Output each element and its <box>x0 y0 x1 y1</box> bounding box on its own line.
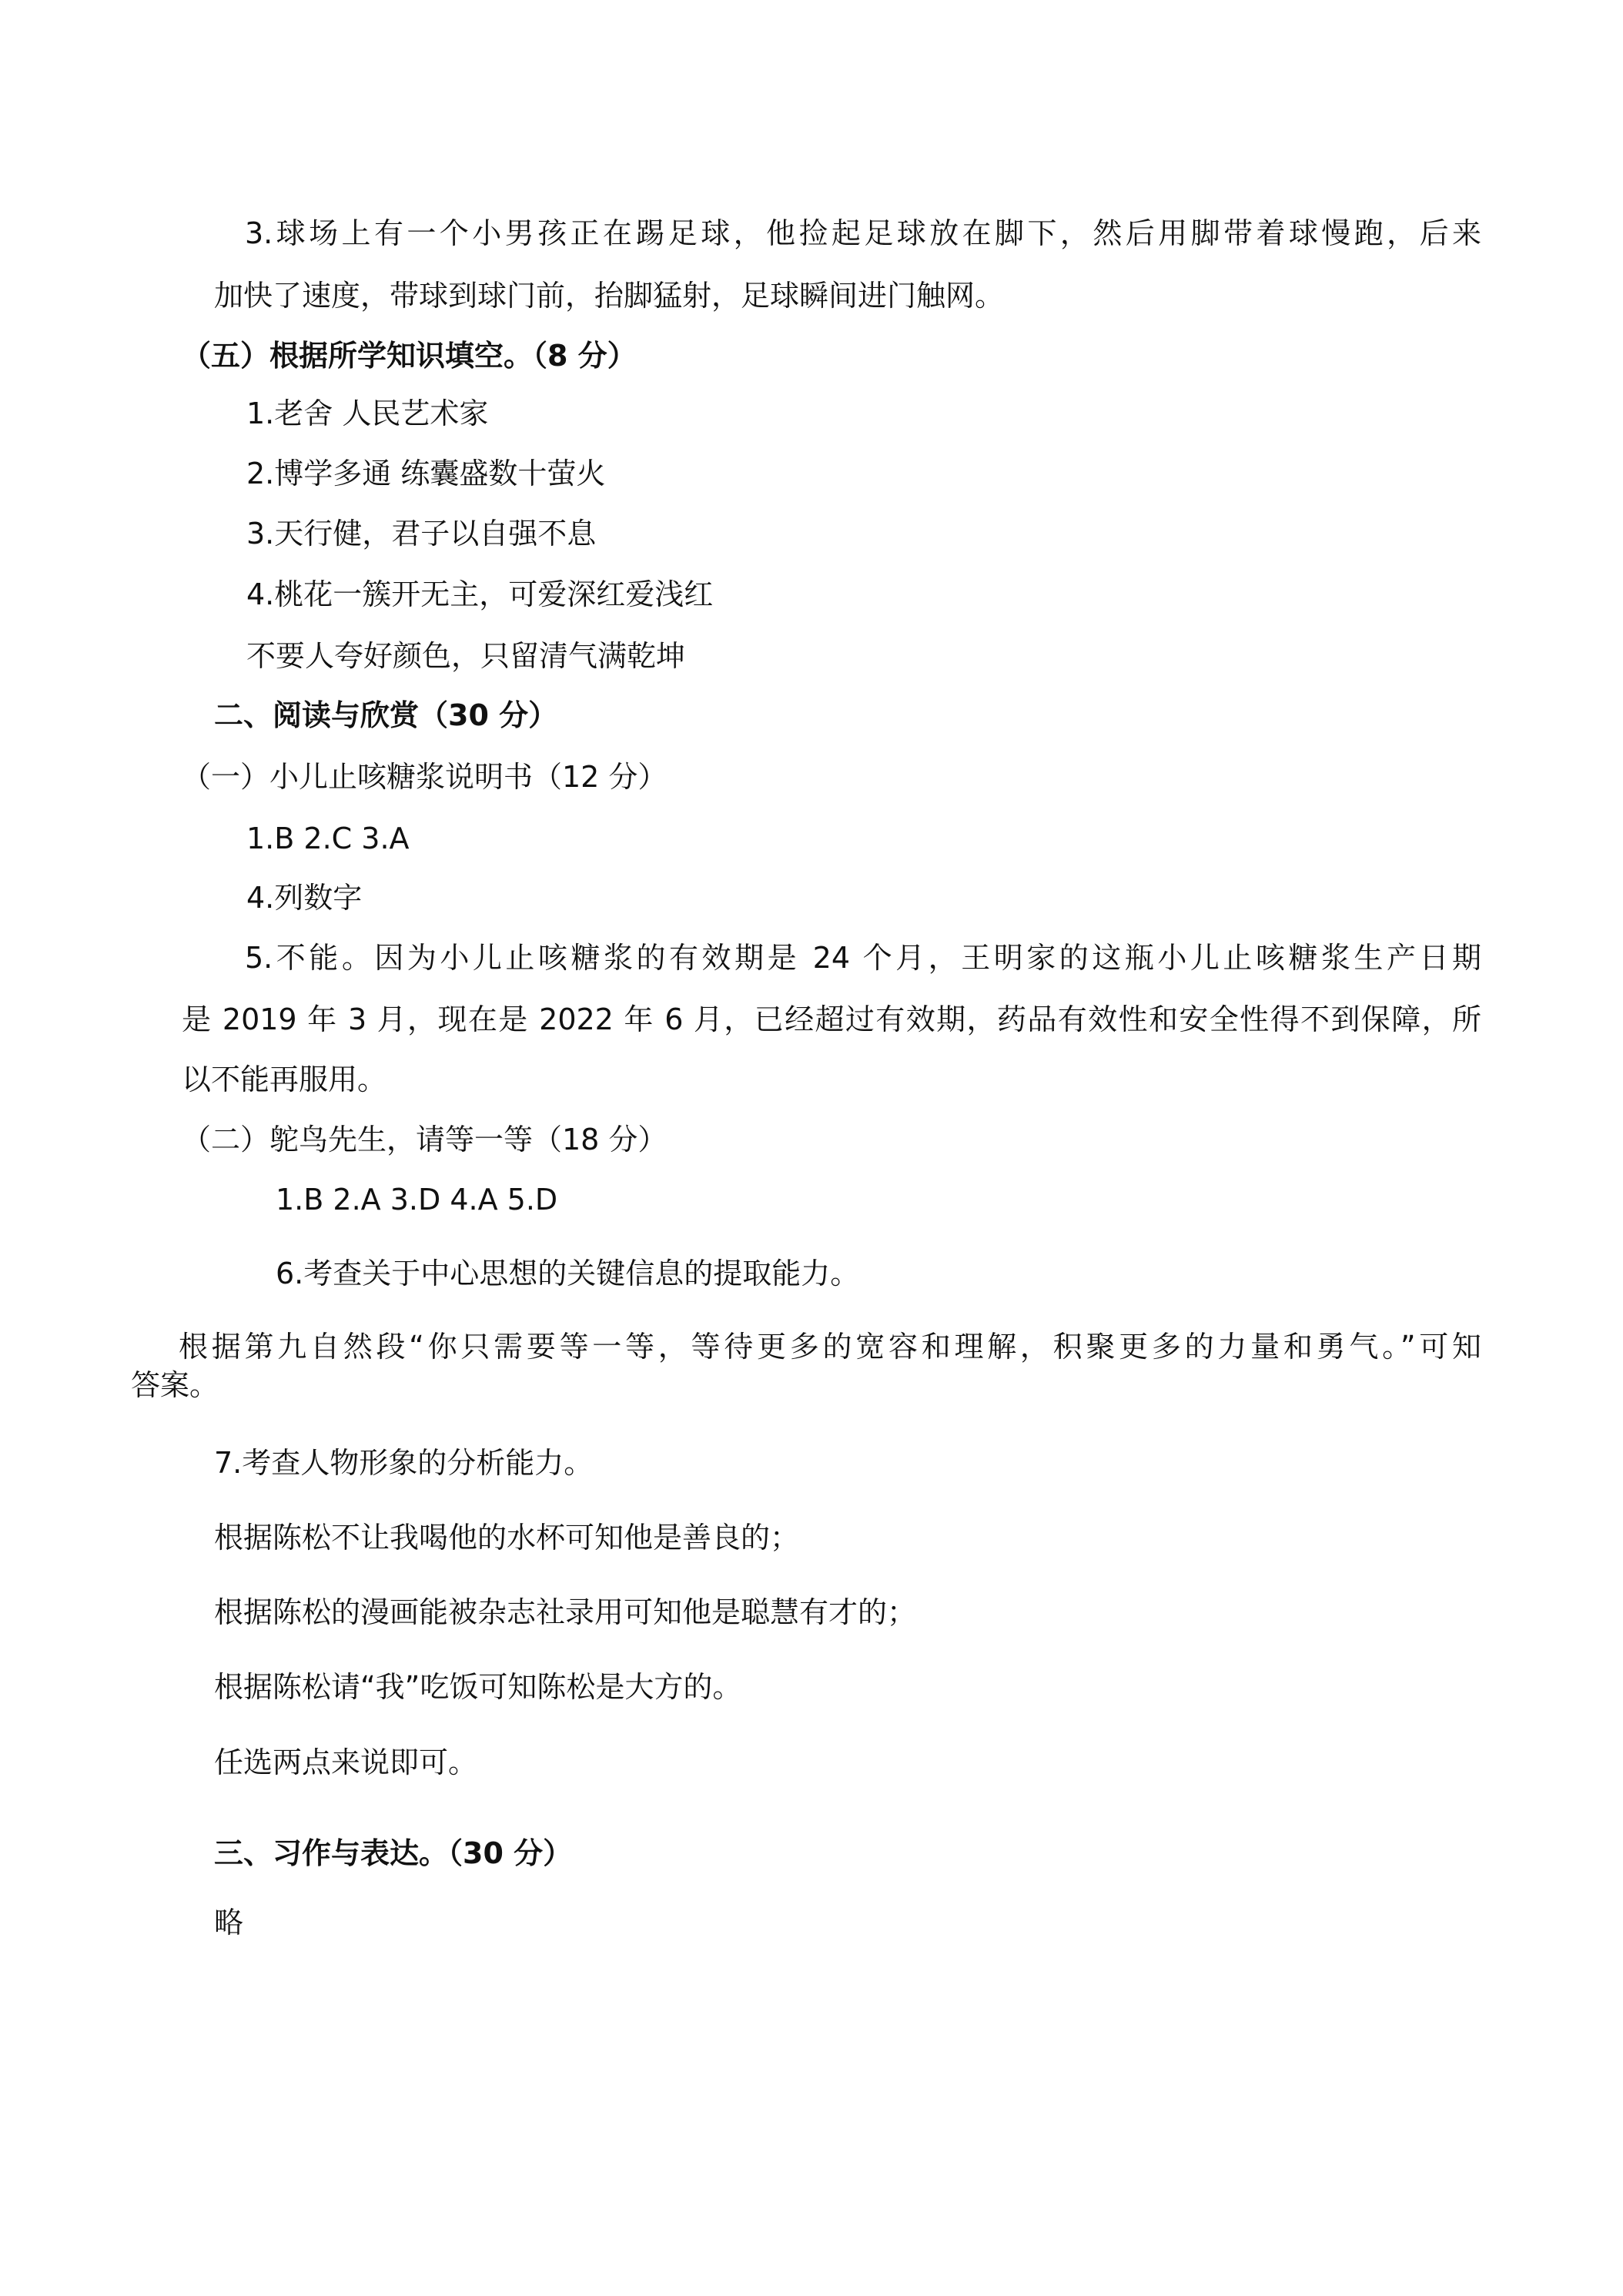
part5-answer-4: 4.桃花一簇开无主，可爱深红爱浅红 <box>246 577 714 611</box>
reading-part1-heading: （一）小儿止咳糖浆说明书（12 分） <box>182 760 668 794</box>
reading-part1-answers-1-3: 1.B 2.C 3.A <box>246 822 410 855</box>
reading-part2-q7-point-3: 根据陈松请“我”吃饭可知陈松是大方的。 <box>214 1670 742 1704</box>
part5-heading: （五）根据所学知识填空。（8 分） <box>182 339 637 373</box>
q3-answer-line-2: 加快了速度，带球到球门前，抬脚猛射，足球瞬间进门触网。 <box>214 279 1005 313</box>
section-three-heading: 三、习作与表达。（30 分） <box>214 1836 573 1870</box>
part5-answer-4-line-2: 不要人夸好颜色，只留清气满乾坤 <box>246 639 686 673</box>
reading-part2-q7-point-1: 根据陈松不让我喝他的水杯可知他是善良的； <box>214 1521 800 1555</box>
reading-part2-q6-line-2: 答案。 <box>131 1368 219 1402</box>
section-two-heading: 二、阅读与欣赏（30 分） <box>214 698 558 732</box>
reading-part2-heading: （二）鸵鸟先生，请等一等（18 分） <box>182 1123 668 1156</box>
reading-part2-q6-title: 6.考查关于中心思想的关键信息的提取能力。 <box>276 1257 860 1290</box>
section-three-answer: 略 <box>214 1906 244 1940</box>
reading-part1-answer-5-line-1: 5.不能。因为小儿止咳糖浆的有效期是 24 个月，王明家的这瓶小儿止咳糖浆生产日期 <box>245 941 1481 975</box>
part5-answer-2: 2.博学多通 练囊盛数十萤火 <box>246 457 606 490</box>
part5-answer-3: 3.天行健，君子以自强不息 <box>246 517 597 551</box>
reading-part2-q7-note: 任选两点来说即可。 <box>214 1745 478 1779</box>
q3-answer-line-1: 3.球场上有一个小男孩正在踢足球，他捡起足球放在脚下，然后用脚带着球慢跑，后来 <box>245 216 1481 250</box>
reading-part2-answers-1-5: 1.B 2.A 3.D 4.A 5.D <box>276 1183 558 1217</box>
reading-part1-answer-5-line-2: 是 2019 年 3 月，现在是 2022 年 6 月，已经超过有效期，药品有效性和安全性得不到保障，所 <box>182 1002 1481 1036</box>
reading-part2-q7-title: 7.考查人物形象的分析能力。 <box>214 1446 594 1480</box>
reading-part2-q6-line-1: 根据第九自然段“你只需要等一等，等待更多的宽容和理解，积聚更多的力量和勇气。”可知 <box>179 1330 1481 1364</box>
reading-part1-answer-5-line-3: 以不能再服用。 <box>182 1063 387 1096</box>
reading-part2-q7-point-2: 根据陈松的漫画能被杂志社录用可知他是聪慧有才的； <box>214 1595 917 1629</box>
reading-part1-answer-4: 4.列数字 <box>246 881 363 915</box>
part5-answer-1: 1.老舍 人民艺术家 <box>246 397 489 430</box>
